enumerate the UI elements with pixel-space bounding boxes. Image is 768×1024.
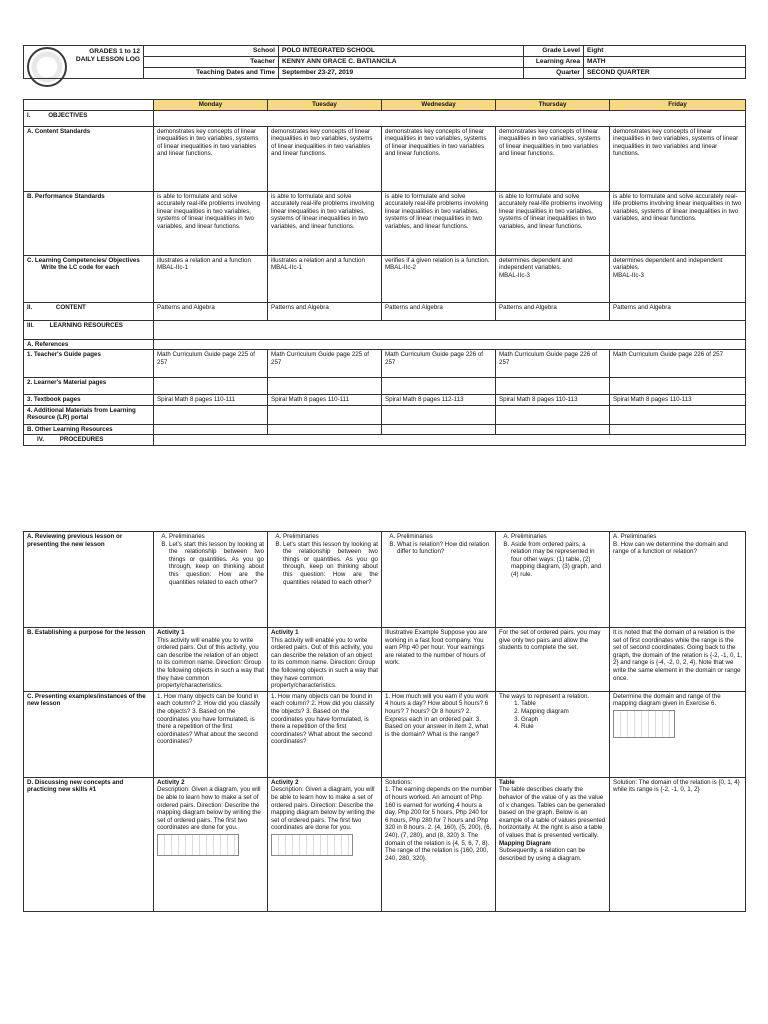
reviewing-label: A. Reviewing previous lesson or presenting the new lesson [24,532,154,628]
grade-level-label: Grade Level [524,46,584,57]
performance-standards-label: B. Performance Standards [24,191,154,255]
competency-text: determines dependent and independent variables. [499,256,573,272]
competencies-title: C. Learning Competencies/ Objectives [27,256,140,264]
list-item: A. Preliminaries [283,533,378,541]
discussing-fri: Solution: The domain of the relation is {0, 1, 4} while its range is {-2, -1, 0, 1, 2} [610,777,746,911]
lm-tue [268,378,382,395]
grade-level-value: Eight [584,46,746,57]
list-item: 1. Table [521,700,606,708]
reviewing-tue [268,532,382,628]
addl-tue [268,405,382,424]
mapping-title: Mapping Diagram [499,839,551,847]
day-friday: Friday [610,100,746,111]
content-heading [24,302,154,320]
discussing-wed [382,777,496,911]
list-item: B. What is relation? How did relation differ to function? [397,541,492,556]
competencies-subtitle: Write the LC code for each [41,264,120,272]
fri-line-a: A. Preliminaries [613,533,657,540]
other-resources-label: B. Other Learning Resources [24,424,154,435]
purpose-wed: Illustrative Example Suppose you are working in a fast food company. You earn Php 40 per hour. Your earnings are related to the number of hours of work. [382,628,496,692]
tb-tue: Spiral Math 8 pages 110-111 [268,395,382,406]
mapping-diagram-image [271,834,353,856]
reviewing-wed [382,532,496,628]
procedures-label: PROCEDURES [59,436,104,444]
competency-tue [268,255,382,302]
table-text: The table describes clearly the behavior of the value of y as the value of x changes. Tables can be generated based on the graph. Below is an example of a table of values presented horizontally. At the right is also a table of values that is presented vertically. [499,786,606,839]
competency-code: MBAL-IIc-1 [271,264,302,272]
activity-title: Activity 2 [271,778,299,786]
purpose-thu: For the set of ordered pairs, you may give only two pairs and allow the students to complete the set. [496,628,610,692]
competency-code: MBAL-IIc-3 [613,271,644,279]
reviewing-thu [496,532,610,628]
day-thursday: Thursday [496,100,610,111]
solutions-title: Solutions: [385,778,413,786]
learning-area-value: MATH [584,57,746,68]
content-num: II. [27,303,33,311]
tb-wed: Spiral Math 8 pages 112-113 [382,395,496,406]
reviewing-mon [154,532,268,628]
quarter-label: Quarter [524,68,584,79]
procedures-num: IV. [37,436,44,444]
addl-wed [382,405,496,424]
learners-material-label: 2. Learner's Material pages [24,378,154,395]
school-label: School [144,46,279,57]
examples-thu [496,691,610,777]
content-std-fri: demonstrates key concepts of linear inequalities in two variables, systems of linear inequalities in two variables and linear functions. [610,126,746,191]
lm-mon [154,378,268,395]
tg-fri: Math Curriculum Guide page 226 of 257 [610,350,746,378]
examples-tue: 1. How many objects can be found in each column? 2. How did you classify the objects? 3. Based on the coordinates you have formulated, is there a repetition of the first coordinates? What about the second coordinates? [268,691,382,777]
teacher-label: Teacher [144,57,279,68]
ways-intro: The ways to represent a relation. [499,692,590,700]
exercise-text: Determine the domain and range of the mapping diagram given in Exercise 6. [613,692,721,708]
lm-wed [382,378,496,395]
quarter-value: SECOND QUARTER [584,68,746,79]
perf-std-tue: is able to formulate and solve accurately real-life problems involving linear inequalities in two variables, systems of linear inequalities in two variables, and linear functions. [268,191,382,255]
content-mon: Patterns and Algebra [154,302,268,320]
activity-title: Activity 2 [157,778,185,786]
other-thu [496,424,610,435]
addl-thu [496,405,610,424]
log-label: DAILY LESSON LOG [75,56,140,63]
day-monday: Monday [154,100,268,111]
discussing-tue [268,777,382,911]
competency-code: MBAL-IIc-3 [499,271,530,279]
other-mon [154,424,268,435]
competency-thu [496,255,610,302]
content-label: CONTENT [55,303,86,311]
day-tuesday: Tuesday [268,100,382,111]
purpose-fri: It is noted that the domain of a relation is the set of first coordinates while the range is the set of second coordinates. Going back to the graph, the domain of the relation is {-2, -1, 0, 1, 2} and range is {-4, -2, 0, 2, 4}. Note that we write the same element in the domain or range once. [610,628,746,692]
resources-blank [154,320,746,339]
list-item: A. Preliminaries [169,533,264,541]
competency-mon [154,255,268,302]
mapping-diagram-image [613,710,675,738]
mapping-diagram-image [157,834,239,856]
tg-tue: Math Curriculum Guide page 225 of 257 [268,350,382,378]
lesson-table-1 [23,99,746,446]
list-item: B. Let's start this lesson by looking at the relationship between two things or quantities. As you go through, keep on thinking about this question: How are the quantities related to each other? [283,541,378,587]
examples-mon: 1. How many objects can be found in each column? 2. How did you classify the objects? 3. Based on the coordinates you have formulated, is there a repetition of the first coordinates? What about the second coordinates? [154,691,268,777]
purpose-tue [268,628,382,692]
competency-code: MBAL-IIc-1 [157,264,188,272]
perf-std-thu: is able to formulate and solve accurately real-life problems involving linear inequalities in two variables, systems of linear inequalities in two variables, and linear functions. [496,191,610,255]
discussing-concepts-label: D. Discussing new concepts and practicing new skills #1 [24,777,154,911]
lesson-table-2 [23,531,746,912]
presenting-examples-label: C. Presenting examples/instances of the new lesson [24,691,154,777]
list-item: B. Aside from ordered pairs, a relation may be represented in four other ways: (1) table, (2) mapping diagram, (3) graph, and (4) rule. [511,541,606,579]
teacher-value: KENNY ANN GRACE C. BATIANCILA [279,57,524,68]
tb-fri: Spiral Math 8 pages 110-113 [610,395,746,406]
references-label: A. References [24,339,154,350]
teachers-guide-label: 1. Teacher's Guide pages [24,350,154,378]
lm-thu [496,378,610,395]
content-std-thu: demonstrates key concepts of linear inequalities in two variables, systems of linear inequalities in two variables and linear functions. [496,126,610,191]
competency-text: illustrates a relation and a function [157,256,251,264]
content-thu: Patterns and Algebra [496,302,610,320]
purpose-mon [154,628,268,692]
addl-fri [610,405,746,424]
dates-value: September 23-27, 2019 [279,68,524,79]
content-fri: Patterns and Algebra [610,302,746,320]
activity-text: This activity will enable you to write ordered pairs. Out of this activity, you can describe the relation of an object to its common name. Direction: Group the following objects in such a way that they have common property/characteristics. [157,636,264,690]
procedures-blank [154,435,746,446]
perf-std-wed: is able to formulate and solve accurately real-life problems involving linear inequalities in two variables, systems of linear inequalities in two variables, and linear functions. [382,191,496,255]
solutions-text: 1. The earning depends on the number of hours worked. An amount of Php 160 is earned for working 4 hours a day, Php 200 for 5 hours, Php 240 for 6 hours, Php 280 for 7 hours and Php 320 in 8 hours. 2. (4, 160), (5, 200), (6, 240), (7, 280), and (8, 320) 3. The domain of the relation is {4, 5, 6, 7, 8}. The range of the relation is {160, 200, 240, 280, 320}. [385,786,492,862]
content-std-wed: demonstrates key concepts of linear inequalities in two variables, systems of linear inequalities in two variables and linear functions. [382,126,496,191]
day-wednesday: Wednesday [382,100,496,111]
procedures-heading [24,435,154,446]
competency-text: verifies if a given relation is a function. [385,256,490,264]
tb-thu: Spiral Math 8 pages 110-113 [496,395,610,406]
tg-mon: Math Curriculum Guide page 225 of 257 [154,350,268,378]
tg-thu: Math Curriculum Guide page 226 of 257 [496,350,610,378]
list-item: 4. Rule [521,723,606,731]
additional-materials-label: 4. Additional Materials from Learning Resource (LR) portal [24,405,154,424]
content-wed: Patterns and Algebra [382,302,496,320]
competency-code: MBAL-IIc-2 [385,264,416,272]
content-standards-label: A. Content Standards [24,126,154,191]
content-std-tue: demonstrates key concepts of linear inequalities in two variables, systems of linear inequalities in two variables and linear functions. [268,126,382,191]
textbook-label: 3. Textbook pages [24,395,154,406]
list-item: 3. Graph [521,716,606,724]
mapping-text: Subsequently, a relation can be described by using a diagram. [499,847,586,862]
objectives-num: I. [27,111,31,119]
objectives-heading [24,110,154,126]
activity-text: Description: Given a diagram, you will be able to learn how to make a set of ordered pairs. Direction: Describe the mapping diagram below by writing the set of ordered pairs. The first two coordinates are done for you. [271,786,375,832]
list-item: 2. Mapping diagram [521,708,606,716]
activity-text: Description: Given a diagram, you will be able to learn how to make a set of ordered pairs. Direction: Describe the mapping diagram below by writing the set of ordered pairs. The first two coordinates are done for you. [157,786,261,832]
resources-heading [24,320,154,339]
reviewing-fri [610,532,746,628]
list-item: A. Preliminaries [397,533,492,541]
list-item: B. Let's start this lesson by looking at the relationship between two things or quantities. As you go through, keep on thinking about this question: How are the quantities related to each other? [169,541,264,587]
lm-fri [610,378,746,395]
resources-label: LEARNING RESOURCES [49,321,123,329]
competency-text: determines dependent and independent variables. [613,256,723,272]
school-value: POLO INTEGRATED SCHOOL [279,46,524,57]
competency-wed [382,255,496,302]
fri-line-b: B. How can we determine the domain and range of a function or relation? [613,540,728,556]
header-table [23,45,746,79]
examples-wed: 1. How much will you earn if you work 4 hours a day? How about 5 hours? 6 hours? 7 hours? Or 8 hours? 2. Express each in an ordered pair. 3. Based on your answer in item 2, what is the domain? What is the range? [382,691,496,777]
competencies-label [24,255,154,302]
other-wed [382,424,496,435]
competency-text: illustrates a relation and a function [271,256,365,264]
tb-mon: Spiral Math 8 pages 110-111 [154,395,268,406]
perf-std-fri: is able to formulate and solve accurately real-life problems involving linear inequalities in two variables, systems of linear inequalities in two variables, and linear functions. [610,191,746,255]
other-tue [268,424,382,435]
other-fri [610,424,746,435]
table-title: Table [499,778,515,786]
list-item: A. Preliminaries [511,533,606,541]
competency-fri [610,255,746,302]
tg-wed: Math Curriculum Guide page 226 of 257 [382,350,496,378]
discussing-thu [496,777,610,911]
grades-label: GRADES 1 to 12 [89,48,140,55]
establishing-purpose-label: B. Establishing a purpose for the lesson [24,628,154,692]
activity-title: Activity 1 [157,629,185,636]
objectives-label: OBJECTIVES [48,111,88,119]
objectives-blank [154,110,746,126]
perf-std-mon: is able to formulate and solve accurately real-life problems involving linear inequalities in two variables, systems of linear inequalities in two variables, and linear functions. [154,191,268,255]
activity-title: Activity 1 [271,629,299,636]
resources-num: III. [27,321,34,329]
content-tue: Patterns and Algebra [268,302,382,320]
label-col-header [24,100,154,111]
references-blank [154,339,746,350]
examples-fri [610,691,746,777]
dates-label: Teaching Dates and Time [144,68,279,79]
learning-area-label: Learning Area [524,57,584,68]
addl-mon [154,405,268,424]
activity-text: This activity will enable you to write ordered pairs. Out of this activity, you can describe the relation of an object to its common name. Direction: Group the following objects in such a way that they have common property/characteristics. [271,636,378,690]
content-std-mon: demonstrates key concepts of linear inequalities in two variables, systems of linear inequalities in two variables and linear functions. [154,126,268,191]
discussing-mon [154,777,268,911]
